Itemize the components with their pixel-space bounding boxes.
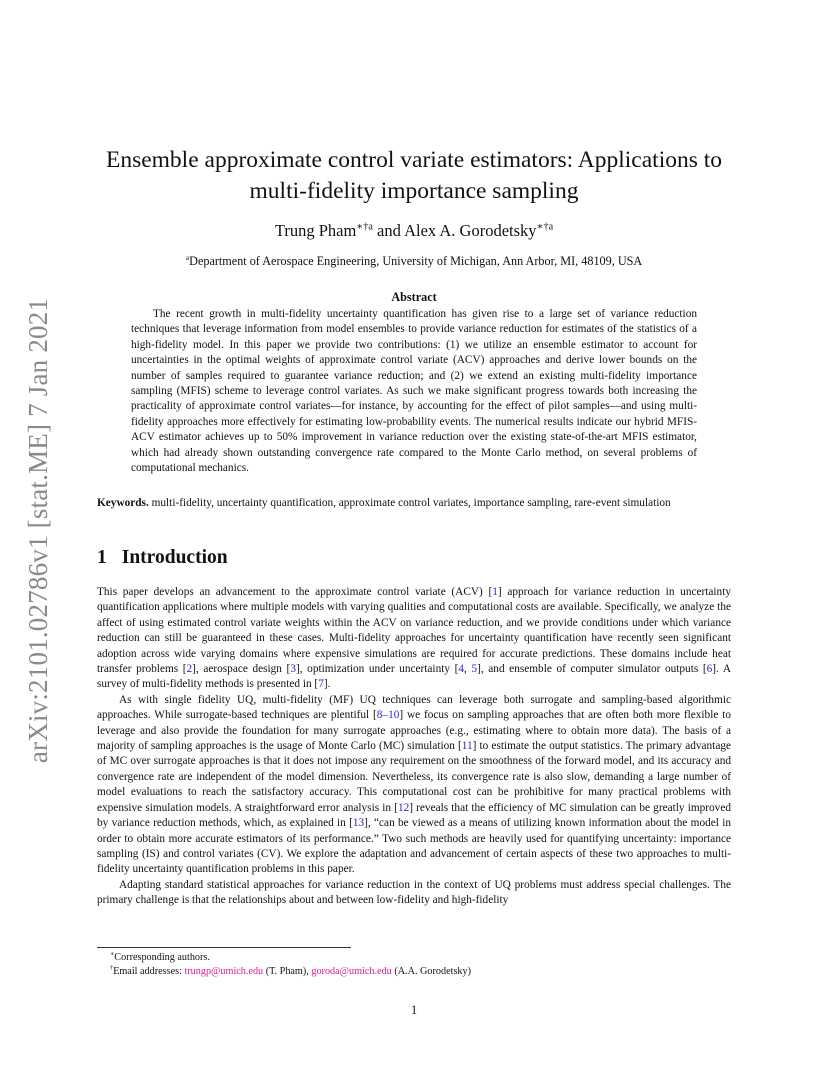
- author-name: Trung Pham: [274, 221, 357, 240]
- footnotes: [110, 951, 471, 979]
- email-suffix: (A.A. Gorodetsky): [391, 966, 471, 977]
- section-number: 1: [97, 547, 107, 568]
- citation-link[interactable]: 1: [492, 586, 498, 598]
- email-link-gorodetsky[interactable]: goroda@umich.edu: [311, 966, 392, 977]
- paragraph-text: ] reveals that the efficiency of MC simulation can be greatly improved by variance reduction methods, which, as explained in [: [97, 801, 731, 830]
- paragraph-text: As with single fidelity UQ, multi-fidelity (MF) UQ techniques can leverage both surrogate and sampling-based algorithmic approaches. While surrogate-based techniques are plentiful [: [97, 693, 731, 722]
- abstract-heading: Abstract: [391, 290, 437, 304]
- citation-link[interactable]: 5: [471, 663, 478, 676]
- keywords: [97, 496, 731, 511]
- citation-link[interactable]: 3: [290, 663, 296, 676]
- email-mid: (T. Pham),: [263, 966, 312, 977]
- paragraph-text: ] we focus on sampling approaches that are often both more flexible to leverage and also provide the foundation for many surrogate approaches (e.g., estimating where to obtain more data). The basis of a majority of sampling approaches is the usage of Monte Carlo (MC) simulation [: [97, 709, 731, 753]
- paragraph-text: ].: [323, 678, 331, 691]
- paragraph: [97, 878, 731, 909]
- keywords-text: multi-fidelity, uncertainty quantification, approximate control variates, importance sampling, rare-event simulation: [151, 497, 671, 509]
- affiliation: [90, 254, 738, 269]
- citation-link[interactable]: 2: [186, 663, 193, 676]
- footnote-rule: [97, 947, 351, 948]
- arxiv-id: arXiv:2101.02786v1 [stat.ME] 7 Jan 2021: [23, 297, 54, 763]
- citation-link[interactable]: 13: [352, 817, 365, 830]
- paragraph-text: ], “can be viewed as a means of utilizing known information about the model in order to obtain more accurate estimators of its performance.” Two such methods are heavily used for quantifying uncertainty: importance sampling (IS) and control variates (CV). We explore the adaptation and advancement of certain aspects of these two approaches to multi-fidelity uncertainty quantification problems in this paper.: [97, 817, 731, 876]
- paragraph-text: ], aerospace design [: [192, 663, 291, 676]
- affiliation-text: Department of Aerospace Engineering, University of Michigan, Ann Arbor, MI, 48109, USA: [189, 254, 643, 268]
- paragraph-text: ,: [464, 663, 472, 676]
- paper-title: [90, 145, 738, 207]
- footnote-corresponding: [110, 951, 471, 965]
- citation-link[interactable]: 6: [706, 663, 713, 676]
- paragraph-text: ] to estimate the output statistics. The primary advantage of MC over surrogate approaches is that it does not impose any requirement on the smoothness of the forward model, and its accuracy and convergence rate are independent of the model dimension. Nevertheless, its convergence rate is also slow, demanding a large number of model evaluations to reach the satisfactory accuracy. This computational cost can be prohibitive for many practical problems with expensive simulation models. A straightforward error analysis in [: [97, 740, 731, 814]
- footnote-email: [110, 965, 471, 979]
- author-marks: ∗†a: [356, 221, 373, 233]
- footnote-mark: ∗: [110, 950, 115, 958]
- paragraph-text: ]. A survey of multi-fidelity methods is presented in [: [97, 663, 731, 691]
- citation-link[interactable]: 12: [397, 801, 410, 814]
- citation-link[interactable]: 8–10: [376, 709, 400, 722]
- affiliation-mark: a: [185, 252, 190, 262]
- footnote-text: Corresponding authors.: [114, 952, 210, 963]
- paragraph-text: ], optimization under uncertainty [: [295, 663, 459, 676]
- paragraph-text: Adapting standard statistical approaches for variance reduction in the context of UQ problems must address special challenges. The primary challenge is that the relationships about and between low-fidelity and high-fidelity: [97, 878, 731, 907]
- email-link-pham[interactable]: trungp@umich.edu: [184, 966, 264, 977]
- section-title: Introduction: [121, 547, 228, 568]
- author-marks: ∗†a: [536, 221, 554, 233]
- citation-link[interactable]: 4: [458, 663, 465, 676]
- keywords-label: Keywords.: [97, 497, 149, 509]
- paragraph-text: ] approach for variance reduction in uncertainty quantification applications where multiple models with varying qualities and computational costs are available. Specifically, we analyze the affect of using estimated control variate weights within the ACV on variance reduction, and we provide conditions under which variance reduction can still be guaranteed in these cases. Multi-fidelity approaches for uncertainty quantification have recently seen significant adoption across wide varying domains where expensive simulations are required for accurate predictions. These domains include heat transfer problems [: [97, 586, 731, 676]
- introduction-body: [97, 585, 731, 909]
- title-line-2: multi-fidelity importance sampling: [249, 178, 579, 204]
- author-name: Alex A. Gorodetsky: [404, 221, 537, 240]
- paragraph-text: This paper develops an advancement to the approximate control variate (ACV) [: [97, 586, 493, 598]
- arxiv-stamp: [14, 295, 64, 765]
- footnote-mark: †: [110, 964, 114, 972]
- title-line-1: Ensemble approximate control variate estimators: Applications to: [105, 147, 723, 173]
- page-number: 1: [410, 1003, 418, 1017]
- authors-joiner: and: [372, 221, 405, 240]
- citation-link[interactable]: 11: [461, 740, 473, 753]
- author-list: [90, 221, 738, 241]
- section-heading: [97, 547, 228, 569]
- email-prefix: Email addresses:: [113, 966, 185, 977]
- abstract-text: The recent growth in multi-fidelity uncertainty quantification has given rise to a large set of variance reduction techniques that leverage information from model ensembles to provide variance reduction for estimates of the statistics of a high-fidelity model. In this paper we provide two contributions: (1) we utilize an ensemble estimator to account for uncertainties in the optimal weights of approximate control variate (ACV) approaches and derive lower bounds on the number of samples required to guarantee variance reduction; and (2) we extend an existing multi-fidelity importance sampling (MFIS) scheme to leverage control variates. As such we make significant progress towards both increasing the practicality of approximate control variates—for instance, by accounting for the effect of pilot samples—and using multi-fidelity approaches more effectively for estimating low-probability events. The numerical results indicate our hybrid MFIS-ACV estimator achieves up to 50% improvement in variance reduction over the existing state-of-the-art MFIS estimator, which had already shown outstanding convergence rate compared to the Monte Carlo method, on several problems of computational mechanics.: [131, 308, 697, 475]
- paragraph: [97, 693, 731, 878]
- paragraph-text: ], and ensemble of computer simulator outputs [: [477, 663, 707, 676]
- citation-link[interactable]: 7: [318, 678, 324, 691]
- paragraph: [97, 585, 731, 693]
